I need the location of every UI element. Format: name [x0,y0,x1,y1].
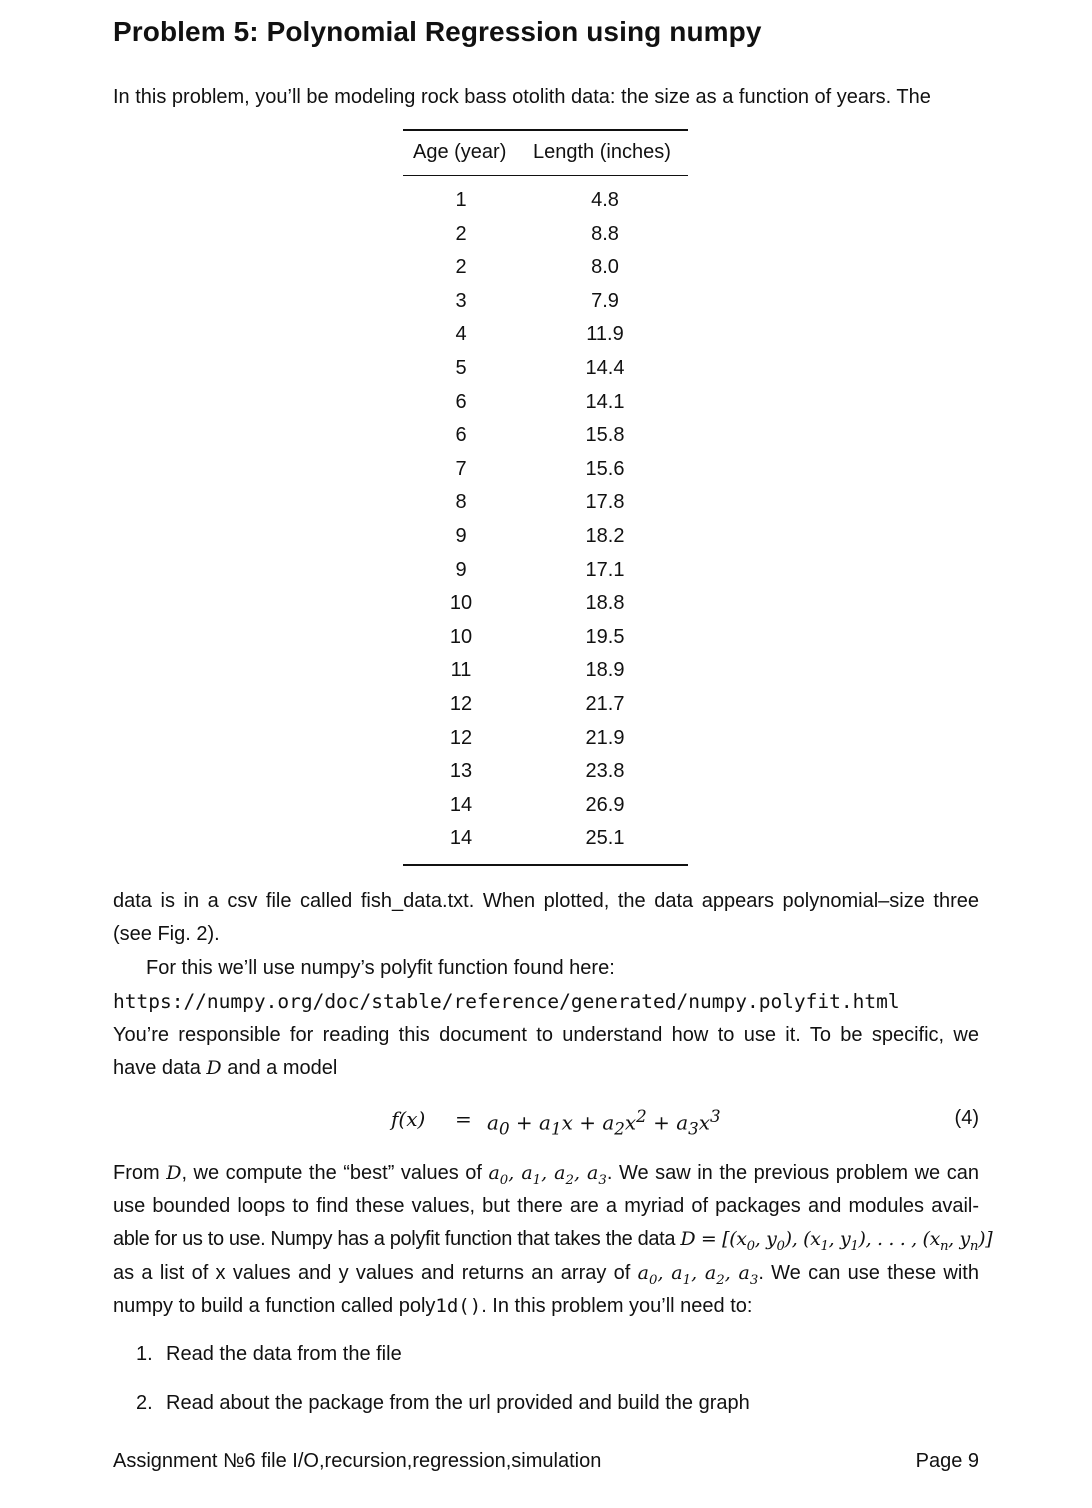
text-fragment: , we compute the “best” values of [181,1162,489,1184]
equation-rhs: $a_0 + a_1x + a_2x^2 + a_3x^3$ [487,1107,721,1139]
cell-age: 3 [455,289,467,312]
cell-length: 18.8 [585,592,625,615]
cell-age: 6 [455,424,467,447]
cell-age: 14 [449,793,473,816]
table-row [403,386,688,420]
table-body [403,176,688,864]
numpy-polyfit-url: https://numpy.org/doc/stable/reference/generated/numpy.polyfit.html [113,990,900,1013]
table-row [403,453,688,487]
table-row [403,419,688,453]
table-row [403,486,688,520]
cell-length: 17.8 [585,491,625,514]
cell-length: 25.1 [585,827,625,850]
cell-age: 2 [455,222,467,245]
para3-line3: You’re responsible for reading this document to understand how to use it. To be specific, we [113,1024,979,1046]
cell-length: 14.1 [585,390,625,413]
cell-age: 5 [455,356,467,379]
cell-age: 13 [449,760,473,783]
cell-length: 8.8 [591,222,619,245]
cell-age: 14 [449,827,473,850]
coefficients-a0-a3: $a_0$, $a_1$, $a_2$, $a_3$ [637,1262,759,1288]
table-row [403,755,688,789]
para2-line1: data is in a csv file called fish_data.txt. When plotted, the data appears polynomial–size three [113,890,979,912]
cell-length: 7.9 [591,289,619,312]
cell-length: 15.8 [585,424,625,447]
list-item [136,1392,750,1415]
cell-length: 18.2 [585,524,625,547]
cell-length: 18.9 [585,659,625,682]
cell-length: 21.7 [585,692,625,715]
table-row [403,352,688,386]
cell-length: 4.8 [591,189,619,211]
para3-line1: For this we’ll use numpy’s polyfit function found here: [146,957,615,979]
table-row [403,789,688,823]
header-length: Length (inches) [533,141,671,163]
text-fragment: From [113,1162,167,1184]
para3-line4 [113,1052,979,1085]
cell-age: 4 [455,323,467,346]
para4-line2: use bounded loops to find these values, but there are a myriad of packages and modules avail- [113,1195,979,1217]
cell-length: 15.6 [585,457,625,480]
problem-title: Problem 5: Polynomial Regression using numpy [113,16,762,47]
cell-age: 12 [449,726,473,749]
cell-age: 9 [455,524,467,547]
cell-length: 17.1 [585,558,625,581]
table-header [403,131,688,175]
cell-age: 11 [450,659,472,682]
list-number: 1. [136,1343,153,1365]
data-set-d-math: $D = [(x_0$, $y_0$), ($x_1$, $y_1$), . . . , ($x_n$, $y_n$)] [680,1228,993,1254]
cell-length: 14.4 [585,356,625,379]
cell-age: 1 [455,189,467,211]
cell-length: 11.9 [586,323,624,346]
data-table [403,129,688,866]
cell-length: 23.8 [585,760,625,783]
var-d: D [206,1057,222,1079]
para4-line5 [113,1290,979,1323]
table-row [403,822,688,856]
para2-line2: (see Fig. 2). [113,923,220,945]
cell-age: 10 [449,592,473,615]
text-fragment: have data [113,1057,207,1079]
list-text: Read the data from the file [166,1343,402,1365]
text-fragment: and a model [221,1057,338,1079]
equation-equals: = [455,1107,472,1131]
table-row [403,688,688,722]
cell-age: 8 [455,491,467,514]
cell-length: 26.9 [585,793,625,816]
list-text: Read about the package from the url provided and build the graph [166,1392,750,1414]
cell-age: 6 [455,390,467,413]
cell-length: 8.0 [591,256,619,279]
cell-age: 10 [449,625,473,648]
footer-page-number: Page 9 [915,1450,979,1472]
cell-age: 12 [449,692,473,715]
var-d: D [166,1162,182,1184]
text-fragment: numpy to build a function called poly [113,1295,436,1317]
cell-length: 19.5 [585,625,625,648]
table-row [403,520,688,554]
table-row [403,218,688,252]
table-row [403,318,688,352]
text-fragment: able for us to use. Numpy has a polyfit function that takes the data [113,1228,681,1250]
list-number: 2. [136,1392,153,1414]
table-row [403,654,688,688]
table-bottom-rule [403,864,688,866]
header-age: Age (year) [413,141,507,163]
text-fragment: . We saw in the previous problem we can [606,1162,979,1184]
table-row [403,251,688,285]
coefficients-a0-a3: $a_0$, $a_1$, $a_2$, $a_3$ [488,1162,607,1188]
table-row [403,184,688,218]
table-row [403,621,688,655]
intro-paragraph: In this problem, you’ll be modeling rock bass otolith data: the size as a function of years. The [113,86,931,108]
text-fragment: . We can use these with [758,1262,979,1284]
text-fragment: as a list of x values and y values and returns an array of [113,1262,638,1284]
cell-age: 2 [455,256,467,279]
model-equation [113,1103,979,1139]
list-item [136,1343,402,1366]
cell-age: 7 [455,457,467,480]
footer-assignment: Assignment №6 file I/O,recursion,regression,simulation [113,1450,602,1472]
table-row [403,554,688,588]
text-fragment: . In this problem you’ll need to: [481,1295,753,1317]
cell-length: 21.9 [585,726,625,749]
cell-age: 9 [455,558,467,581]
poly1d-code: 1d() [435,1295,482,1317]
equation-number: (4) [954,1107,979,1129]
equation-lhs: f(x) [391,1107,426,1131]
table-row [403,722,688,756]
table-row [403,285,688,319]
table-row [403,587,688,621]
